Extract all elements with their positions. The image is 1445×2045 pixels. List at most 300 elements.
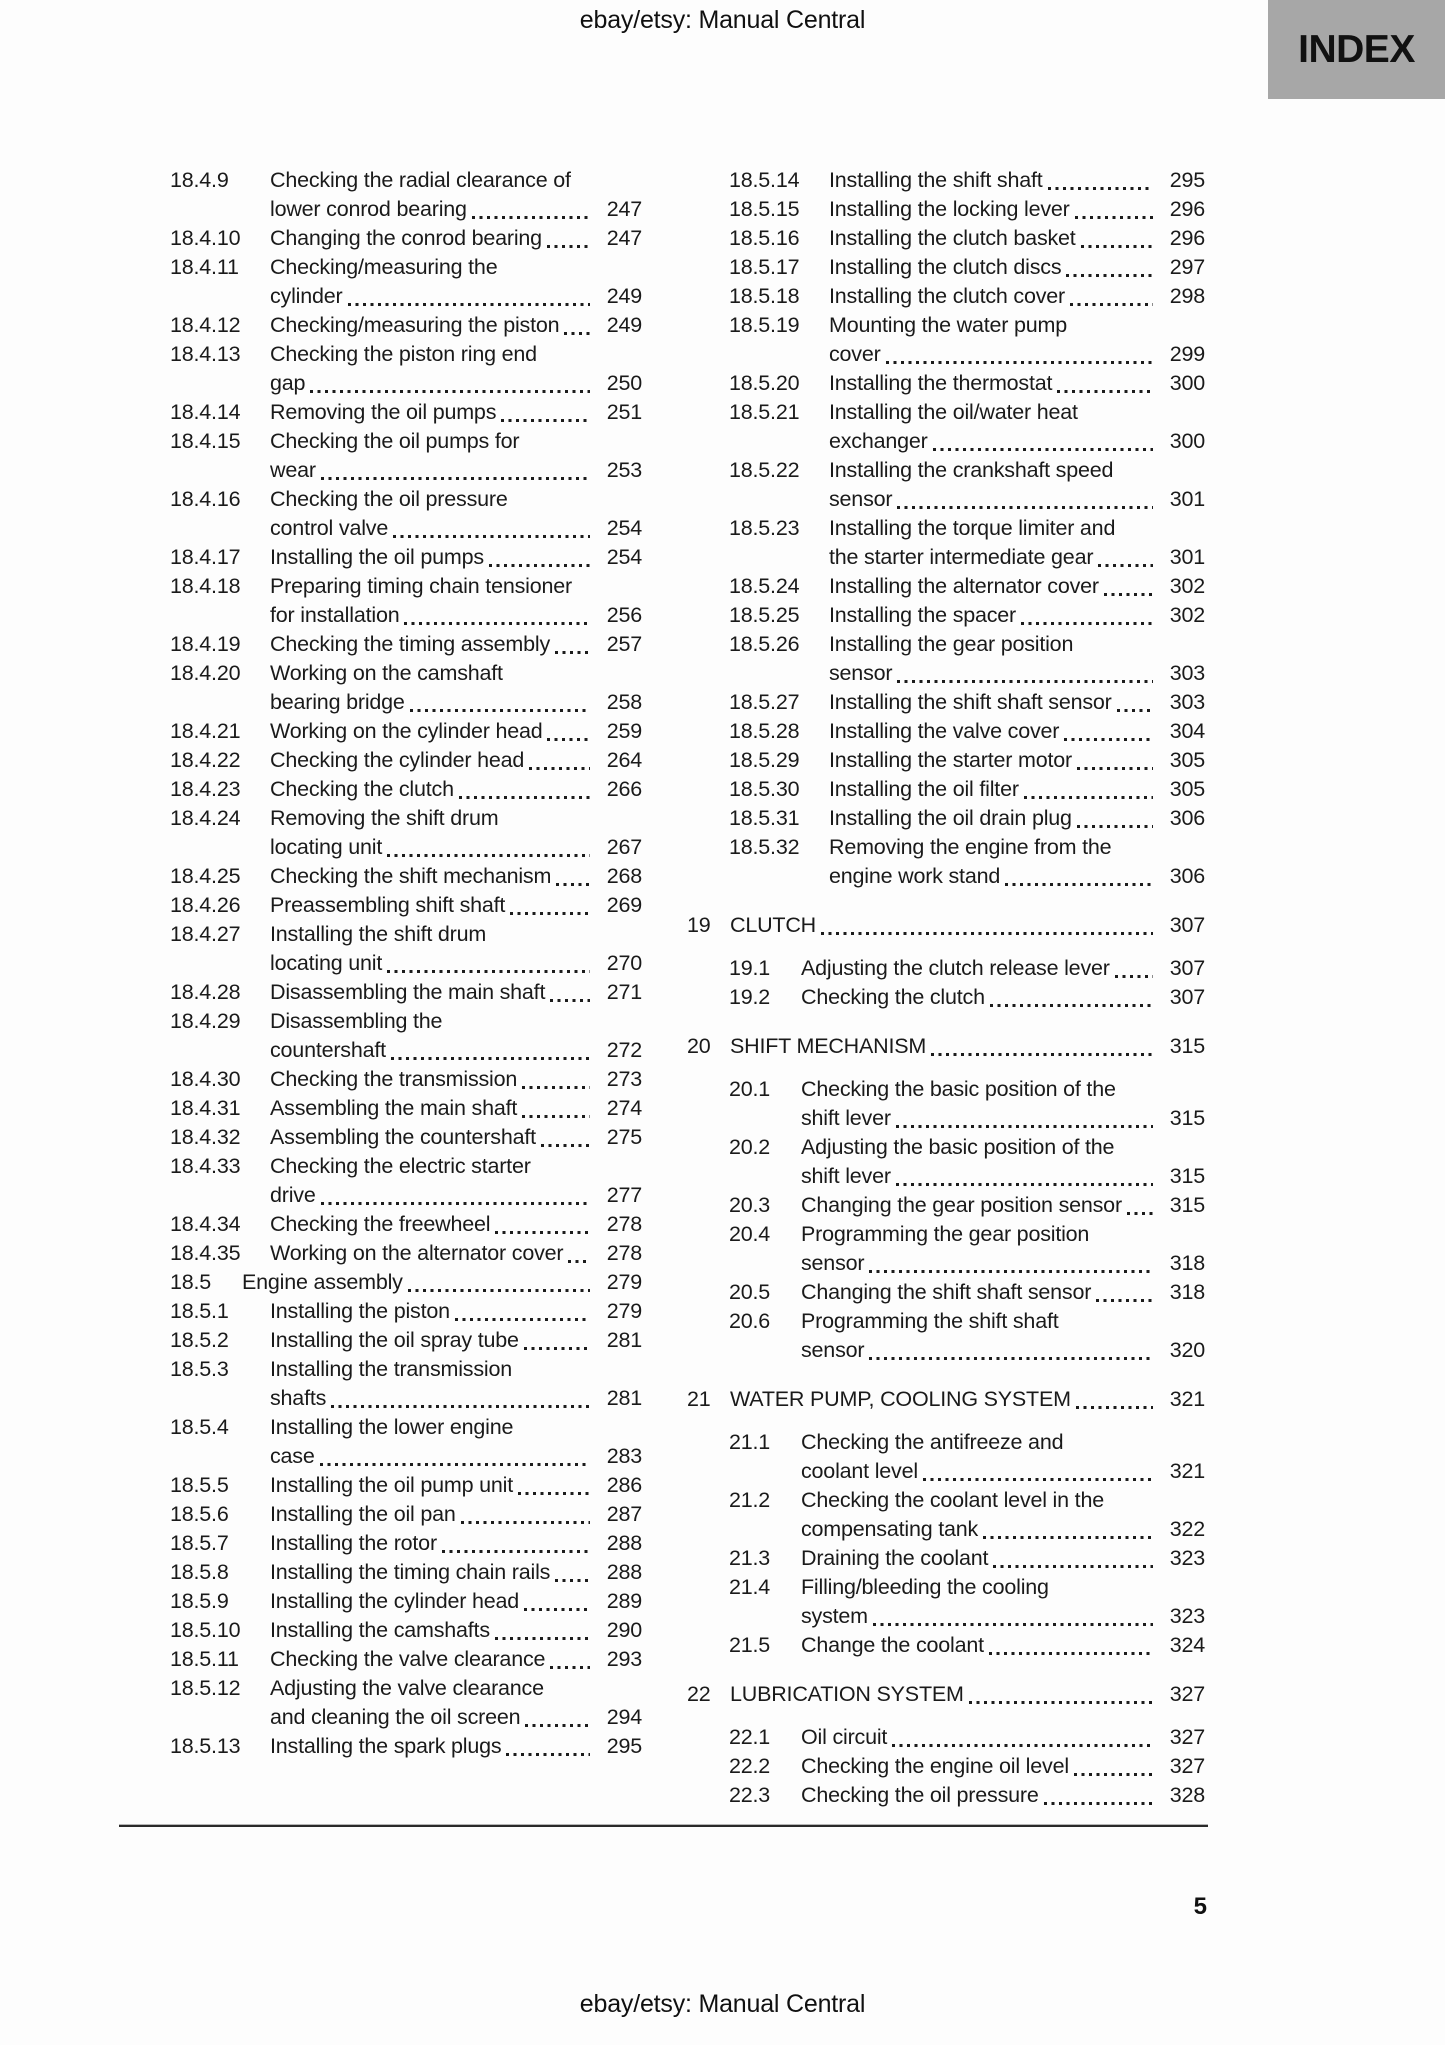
toc-entry-body (270, 1413, 642, 1471)
toc-entry-body (829, 572, 1205, 601)
dot-leader (1077, 825, 1153, 828)
toc-entry (687, 1544, 1205, 1573)
dot-leader (555, 1579, 590, 1582)
toc-entry (687, 833, 1205, 891)
toc-entry-number: 18.4.22 (170, 748, 241, 772)
toc-entry-line (270, 398, 642, 427)
toc-entry-page: 303 (1169, 690, 1205, 714)
toc-entry (687, 514, 1205, 572)
toc-entry-number: 18.5.29 (729, 748, 800, 772)
dot-leader (387, 854, 590, 857)
toc-entry-line (801, 1486, 1205, 1515)
toc-entry-number: 21.2 (729, 1488, 771, 1512)
toc-entry-page: 290 (606, 1618, 642, 1642)
toc-entry-title: Preparing timing chain tensioner (270, 574, 572, 598)
dot-leader (547, 245, 590, 248)
toc-entry-number: 18.5.14 (729, 168, 800, 192)
toc-entry-line (270, 224, 642, 253)
toc-entry-number: 18.4.35 (170, 1241, 241, 1265)
toc-entry-number: 18.5.21 (729, 400, 800, 424)
toc-entry-page: 271 (606, 980, 642, 1004)
toc-entry-number: 18.4.23 (170, 777, 241, 801)
toc-entry (687, 1075, 1205, 1133)
toc-entry-number: 18.5.2 (170, 1328, 229, 1352)
toc-entry-number: 18.5.7 (170, 1531, 229, 1555)
toc-entry-line (730, 1680, 1205, 1709)
toc-entry-title: Mounting the water pump (829, 313, 1068, 337)
dot-leader (525, 1724, 590, 1727)
toc-entry-title: Checking the antifreeze and (801, 1430, 1064, 1454)
toc-entry-line (270, 340, 642, 369)
toc-entry (128, 1152, 642, 1210)
toc-entry-title: Installing the clutch basket (829, 226, 1076, 250)
toc-entry-line (801, 1515, 1205, 1544)
toc-entry-body (270, 775, 642, 804)
toc-entry-line (801, 983, 1205, 1012)
dot-leader (442, 1550, 590, 1553)
dot-leader (524, 1608, 590, 1611)
toc-entry-page: 300 (1169, 371, 1205, 395)
toc-entry (128, 253, 642, 311)
toc-entry (128, 717, 642, 746)
dot-leader (1021, 622, 1153, 625)
toc-entry-body (270, 1239, 642, 1268)
toc-entry-title: Checking/measuring the piston (270, 313, 560, 337)
toc-entry-page: 306 (1169, 864, 1205, 888)
toc-entry-page: 289 (606, 1589, 642, 1613)
toc-entry-page: 307 (1169, 956, 1205, 980)
toc-entry-title: Assembling the main shaft (270, 1096, 518, 1120)
dot-leader (410, 709, 590, 712)
dot-leader (869, 1270, 1153, 1273)
toc-entry (128, 1471, 642, 1500)
toc-entry-number: 20.2 (729, 1135, 771, 1159)
toc-entry-title: Checking the coolant level in the (801, 1488, 1104, 1512)
toc-entry-line (270, 1732, 642, 1761)
toc-entry-title: Installing the clutch cover (829, 284, 1066, 308)
toc-entry-page: 322 (1169, 1517, 1205, 1541)
toc-entry-number: 18.4.13 (170, 342, 241, 366)
toc-entry (687, 1032, 1205, 1061)
toc-entry-page: 268 (606, 864, 642, 888)
toc-column-left (128, 166, 642, 1761)
toc-entry-line (829, 717, 1205, 746)
toc-entry-page: 297 (1169, 255, 1205, 279)
toc-entry-title: Installing the locking lever (829, 197, 1070, 221)
toc-entry-title: compensating tank (801, 1517, 979, 1541)
toc-entry-page: 323 (1169, 1546, 1205, 1570)
dot-leader (886, 361, 1153, 364)
toc-entry-line (270, 1152, 642, 1181)
toc-entry-line (270, 804, 642, 833)
toc-entry (687, 804, 1205, 833)
toc-entry-line (829, 804, 1205, 833)
toc-entry (128, 1355, 642, 1413)
toc-entry (687, 1133, 1205, 1191)
toc-entry-number: 18.5.4 (170, 1415, 229, 1439)
toc-entry-title: shift lever (801, 1106, 891, 1130)
toc-entry-body (270, 1471, 642, 1500)
toc-entry-body (730, 1032, 1205, 1061)
toc-entry-line (270, 1558, 642, 1587)
toc-entry-line (829, 833, 1205, 862)
toc-entry-title: WATER PUMP, COOLING SYSTEM (730, 1387, 1071, 1411)
toc-entry-body (270, 891, 642, 920)
toc-entry-body (829, 746, 1205, 775)
toc-entry-title: Checking/measuring the (270, 255, 498, 279)
toc-entry-line (270, 659, 642, 688)
toc-entry (128, 340, 642, 398)
dot-leader (993, 1565, 1153, 1568)
toc-entry-line (270, 427, 642, 456)
toc-entry-page: 294 (606, 1705, 642, 1729)
dot-leader (310, 390, 590, 393)
dot-leader (495, 1231, 590, 1234)
toc-entry-title: Assembling the countershaft (270, 1125, 536, 1149)
toc-entry-title: control valve (270, 516, 389, 540)
toc-entry-line (829, 456, 1205, 485)
toc-entry-line (270, 1703, 642, 1732)
toc-entry-body (270, 224, 642, 253)
toc-entry-body (730, 911, 1205, 940)
toc-entry-title: Adjusting the valve clearance (270, 1676, 544, 1700)
toc-entry-title: Changing the gear position sensor (801, 1193, 1122, 1217)
dot-leader (550, 999, 590, 1002)
toc-entry-page: 306 (1169, 806, 1205, 830)
toc-entry-line (801, 1544, 1205, 1573)
toc-entry-number: 18.5.8 (170, 1560, 229, 1584)
toc-entry-body (801, 1723, 1205, 1752)
toc-entry-title: Installing the torque limiter and (829, 516, 1116, 540)
toc-entry (128, 166, 642, 224)
toc-entry (128, 978, 642, 1007)
toc-entry-body (829, 224, 1205, 253)
toc-entry-number: 18.4.26 (170, 893, 241, 917)
toc-entry-page: 254 (606, 545, 642, 569)
toc-entry-title: Installing the valve cover (829, 719, 1060, 743)
dot-leader (550, 1666, 590, 1669)
toc-entry-page: 249 (606, 313, 642, 337)
toc-entry-page: 270 (606, 951, 642, 975)
toc-entry-page: 269 (606, 893, 642, 917)
toc-entry-number: 18.5.20 (729, 371, 800, 395)
toc-entry (687, 1278, 1205, 1307)
toc-entry-body (270, 1587, 642, 1616)
toc-entry (687, 1307, 1205, 1365)
toc-entry (128, 1587, 642, 1616)
toc-entry-title: Working on the cylinder head (270, 719, 543, 743)
toc-entry-title: Installing the starter motor (829, 748, 1072, 772)
toc-entry-line (270, 1326, 642, 1355)
toc-entry (128, 630, 642, 659)
dot-leader (321, 477, 590, 480)
toc-entry-body (730, 1680, 1205, 1709)
toc-entry-body (270, 427, 642, 485)
toc-entry-line (270, 572, 642, 601)
toc-entry-page: 267 (606, 835, 642, 859)
toc-entry (687, 311, 1205, 369)
dot-leader (989, 1652, 1153, 1655)
toc-entry-line (829, 427, 1205, 456)
toc-entry-page: 273 (606, 1067, 642, 1091)
toc-entry-line (801, 1220, 1205, 1249)
toc-entry (687, 195, 1205, 224)
toc-entry-number: 20.1 (729, 1077, 771, 1101)
dot-leader (931, 1053, 1153, 1056)
toc-entry-number: 19.2 (729, 985, 771, 1009)
toc-entry-number: 18.5.27 (729, 690, 800, 714)
toc-entry-line (829, 485, 1205, 514)
toc-entry-title: bearing bridge (270, 690, 405, 714)
toc-entry-title: Checking the engine oil level (801, 1754, 1069, 1778)
toc-entry (128, 1007, 642, 1065)
toc-entry-body (801, 1278, 1205, 1307)
toc-entry-body (270, 920, 642, 978)
toc-entry-line (829, 340, 1205, 369)
toc-entry-body (829, 601, 1205, 630)
toc-entry-number: 20.4 (729, 1222, 771, 1246)
toc-entry (128, 1239, 642, 1268)
toc-entry-number: 18.5.12 (170, 1676, 241, 1700)
toc-entry-line (270, 1239, 642, 1268)
toc-entry-body (801, 1075, 1205, 1133)
toc-entry-body (270, 746, 642, 775)
toc-entry (128, 891, 642, 920)
toc-entry (687, 398, 1205, 456)
toc-entry (128, 1616, 642, 1645)
toc-entry-line (829, 862, 1205, 891)
toc-entry-line (801, 1428, 1205, 1457)
toc-entry-page: 327 (1169, 1682, 1205, 1706)
toc-entry (128, 1674, 642, 1732)
toc-entry-line (829, 572, 1205, 601)
toc-entry (687, 1752, 1205, 1781)
toc-entry-number: 18.5.17 (729, 255, 800, 279)
toc-entry-line (829, 398, 1205, 427)
toc-entry-line (270, 1384, 642, 1413)
toc-entry-line (801, 1457, 1205, 1486)
toc-entry-line (270, 746, 642, 775)
toc-entry-title: the starter intermediate gear (829, 545, 1094, 569)
toc-entry-title: Installing the thermostat (829, 371, 1053, 395)
dot-leader (933, 448, 1153, 451)
toc-entry-title: Checking the oil pumps for (270, 429, 520, 453)
toc-entry-title: Programming the gear position (801, 1222, 1090, 1246)
toc-entry-body (270, 1645, 642, 1674)
toc-entry-page: 279 (606, 1299, 642, 1323)
toc-entry-number: 18.5.5 (170, 1473, 229, 1497)
toc-entry-title: case (270, 1444, 315, 1468)
toc-entry (687, 1573, 1205, 1631)
dot-leader (897, 506, 1153, 509)
toc-entry-body (270, 1732, 642, 1761)
toc-entry-page: 278 (606, 1212, 642, 1236)
toc-entry-number: 18.4.31 (170, 1096, 241, 1120)
dot-leader (1104, 593, 1153, 596)
toc-entry-number: 19.1 (729, 956, 771, 980)
toc-entry-number: 18.4.28 (170, 980, 241, 1004)
toc-entry-title: Removing the shift drum (270, 806, 499, 830)
toc-entry-body (829, 804, 1205, 833)
toc-entry-title: Engine assembly (242, 1270, 403, 1294)
toc-entry (687, 630, 1205, 688)
toc-entry-line (270, 1007, 642, 1036)
toc-entry-title: for installation (270, 603, 400, 627)
toc-entry-title: and cleaning the oil screen (270, 1705, 521, 1729)
dot-leader (896, 1183, 1153, 1186)
dot-leader (321, 1202, 590, 1205)
toc-entry-title: exchanger (829, 429, 928, 453)
toc-entry-line (270, 369, 642, 398)
toc-entry-page: 288 (606, 1531, 642, 1555)
toc-entry-line (270, 1413, 642, 1442)
toc-entry-page: 327 (1169, 1754, 1205, 1778)
toc-entry-number: 18.5.9 (170, 1589, 229, 1613)
toc-entry-title: Installing the clutch discs (829, 255, 1062, 279)
toc-entry (687, 166, 1205, 195)
toc-entry-line (270, 833, 642, 862)
toc-entry-body (270, 1094, 642, 1123)
toc-entry-line (829, 601, 1205, 630)
toc-entry-title: Disassembling the main shaft (270, 980, 546, 1004)
toc-entry-number: 18.5.26 (729, 632, 800, 656)
toc-entry-title: Checking the timing assembly (270, 632, 550, 656)
toc-entry (128, 1210, 642, 1239)
toc-entry-title: Changing the conrod bearing (270, 226, 542, 250)
toc-entry-line (801, 1162, 1205, 1191)
toc-entry-title: Checking the basic position of the (801, 1077, 1116, 1101)
toc-entry-title: locating unit (270, 835, 383, 859)
toc-entry (687, 572, 1205, 601)
toc-entry-page: 296 (1169, 226, 1205, 250)
toc-entry-body (270, 1674, 642, 1732)
toc-entry-title: Adjusting the basic position of the (801, 1135, 1115, 1159)
toc-entry-body (270, 630, 642, 659)
toc-entry-line (829, 369, 1205, 398)
toc-entry (128, 862, 642, 891)
toc-entry-title: wear (270, 458, 316, 482)
toc-entry-title: Checking the oil pressure (801, 1783, 1039, 1807)
toc-entry-number: 20.3 (729, 1193, 771, 1217)
dot-leader (518, 1492, 590, 1495)
dot-leader (387, 970, 590, 973)
dot-leader (1075, 216, 1153, 219)
toc-entry-title: Installing the oil pumps (270, 545, 484, 569)
toc-entry-title: shift lever (801, 1164, 891, 1188)
toc-entry-line (829, 166, 1205, 195)
toc-entry-page: 247 (606, 226, 642, 250)
dot-leader (320, 1463, 590, 1466)
toc-entry-body (801, 1307, 1205, 1365)
toc-entry (128, 1123, 642, 1152)
toc-entry-title: Installing the piston (270, 1299, 450, 1323)
dot-leader (923, 1478, 1153, 1481)
toc-entry (687, 746, 1205, 775)
toc-entry-number: 22 (687, 1682, 711, 1706)
toc-entry (128, 659, 642, 717)
toc-entry-line (801, 954, 1205, 983)
toc-entry-number: 18.5.11 (170, 1647, 239, 1671)
toc-entry-line (801, 1336, 1205, 1365)
toc-entry (687, 1385, 1205, 1414)
toc-entry-page: 259 (606, 719, 642, 743)
dot-leader (556, 883, 590, 886)
dot-leader (1024, 796, 1153, 799)
toc-entry (687, 1486, 1205, 1544)
toc-entry-title: Checking the valve clearance (270, 1647, 546, 1671)
toc-entry-number: 18.5.1 (170, 1299, 229, 1323)
toc-entry-page: 300 (1169, 429, 1205, 453)
toc-entry (128, 311, 642, 340)
toc-entry-page: 315 (1169, 1193, 1205, 1217)
toc-entry-page: 328 (1169, 1783, 1205, 1807)
toc-entry-line (829, 659, 1205, 688)
toc-entry-line (270, 514, 642, 543)
toc-entry-title: Installing the oil drain plug (829, 806, 1072, 830)
toc-entry-line (801, 1104, 1205, 1133)
toc-entry-line (270, 195, 642, 224)
toc-entry-line (829, 688, 1205, 717)
toc-entry-title: Installing the lower engine (270, 1415, 514, 1439)
toc-entry (687, 224, 1205, 253)
toc-entry-body (801, 1486, 1205, 1544)
toc-entry-title: Installing the oil/water heat (829, 400, 1078, 424)
toc-entry-line (270, 630, 642, 659)
toc-entry-number: 18.4.19 (170, 632, 241, 656)
toc-entry-number: 22.3 (729, 1783, 771, 1807)
toc-entry-page: 298 (1169, 284, 1205, 308)
toc-entry-body (801, 1631, 1205, 1660)
toc-entry-number: 18.5.6 (170, 1502, 229, 1526)
toc-entry-title: shafts (270, 1386, 327, 1410)
toc-entry-page: 288 (606, 1560, 642, 1584)
toc-entry-page: 299 (1169, 342, 1205, 366)
dot-leader (1057, 390, 1153, 393)
toc-entry-title: sensor (829, 487, 893, 511)
toc-entry-line (801, 1602, 1205, 1631)
dot-leader (472, 216, 590, 219)
dot-leader (990, 1004, 1153, 1007)
toc-entry-number: 18.4.9 (170, 168, 229, 192)
toc-entry-body (270, 340, 642, 398)
toc-entry-title: Checking the clutch (801, 985, 985, 1009)
toc-entry-page: 304 (1169, 719, 1205, 743)
toc-entry (687, 456, 1205, 514)
toc-entry-number: 18.4.29 (170, 1009, 241, 1033)
toc-entry-number: 21.5 (729, 1633, 771, 1657)
toc-entry-title: countershaft (270, 1038, 386, 1062)
toc-entry (128, 1732, 642, 1761)
toc-entry-page: 296 (1169, 197, 1205, 221)
dot-leader (541, 1144, 590, 1147)
toc-entry-page: 275 (606, 1125, 642, 1149)
index-tab-label: INDEX (1298, 27, 1415, 71)
toc-entry-title: sensor (801, 1251, 865, 1275)
toc-entry-body (270, 543, 642, 572)
toc-entry-line (270, 311, 642, 340)
toc-entry-page: 315 (1169, 1106, 1205, 1130)
toc-entry-title: Preassembling shift shaft (270, 893, 506, 917)
toc-entry-title: Installing the shift drum (270, 922, 487, 946)
toc-entry-number: 18.5.23 (729, 516, 800, 540)
toc-entry-number: 18.4.11 (170, 255, 239, 279)
toc-entry-line (829, 195, 1205, 224)
dot-leader (1044, 1802, 1153, 1805)
toc-entry-body (270, 1007, 642, 1065)
dot-leader (547, 738, 590, 741)
dot-leader (348, 303, 591, 306)
dot-leader (897, 680, 1153, 683)
